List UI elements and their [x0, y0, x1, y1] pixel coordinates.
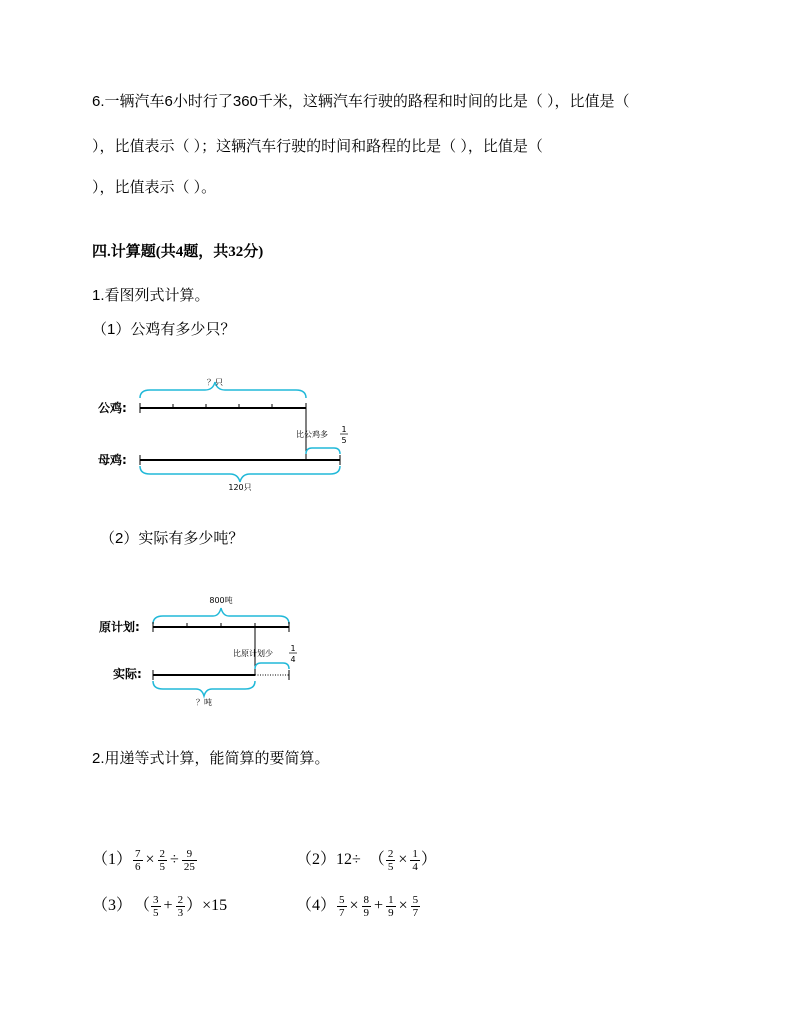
expression-3: （3） （ $\frac{3}{5}$ + $\frac{2}{3}$ ）×15: [92, 893, 228, 919]
top-brace: [153, 608, 289, 624]
top-label: 800吨: [209, 596, 233, 605]
bottom-brace: [153, 681, 255, 696]
less-brace: [255, 663, 289, 669]
q2-title: 2.用递等式计算，能简算的要简算。: [92, 750, 330, 767]
fraction: $\frac{2}{5}$: [159, 847, 166, 873]
top-brace: [140, 382, 306, 398]
expression-4-label: （4）: [296, 897, 337, 914]
fraction: $\frac{1}{4}$: [412, 847, 418, 873]
compare-den: 4: [290, 655, 296, 664]
fraction: $\frac{5}{7}$: [412, 893, 419, 919]
fraction: $\frac{2}{5}$: [387, 847, 394, 873]
fraction: $\frac{2}{3}$: [177, 893, 184, 919]
expression-1-label: （1）: [92, 851, 133, 868]
expression-3-label: （3）: [92, 897, 133, 914]
compare-label: 比公鸡多: [296, 430, 328, 439]
line-diagram-tonnage: [95, 590, 315, 710]
bottom-label: ？吨: [196, 698, 212, 707]
compare-num: 1: [290, 644, 296, 653]
compare-den: 5: [341, 436, 347, 445]
bottom-brace: [140, 466, 340, 482]
line-diagram-chickens: [90, 370, 390, 495]
q1-title: 1.看图列式计算。: [92, 287, 210, 304]
fraction: $\frac{7}{6}$: [135, 847, 141, 873]
section-heading: 四.计算题(共4题，共32分): [92, 244, 264, 260]
fraction: $\frac{9}{25}$: [183, 847, 195, 873]
expression-1: （1） $\frac{7}{6}$ × $\frac{2}{5}$ ÷ $\frac{9}{25}$: [92, 847, 195, 873]
row2-label: 实际:: [113, 667, 142, 681]
extra-brace: [306, 448, 340, 454]
rooster-ticks: [140, 403, 306, 460]
q1-sub1: （1）公鸡有多少只？: [92, 321, 236, 338]
compare-num: 1: [341, 425, 347, 434]
q1-sub2: （2）实际有多少吨？: [100, 530, 244, 547]
compare-label: 比原计划少: [233, 649, 273, 658]
fraction: $\frac{1}{9}$: [388, 893, 394, 919]
q6-line-2: ），比值表示（ ）；这辆汽车行驶的时间和路程的比是（ ），比值是（: [92, 138, 543, 155]
fraction: $\frac{8}{9}$: [363, 893, 370, 919]
row2-label: 母鸡:: [98, 453, 127, 467]
expression-2-label: （2）: [296, 851, 337, 868]
q6-line-1: 6.一辆汽车6小时行了360千米，这辆汽车行驶的路程和时间的比是（ ），比值是（: [92, 93, 630, 110]
q6-line-3: ），比值表示（ ）。: [92, 179, 217, 196]
fraction: $\frac{5}{7}$: [339, 893, 345, 919]
fraction: $\frac{3}{5}$: [153, 893, 159, 919]
expression-4: （4） $\frac{5}{7}$ × $\frac{8}{9}$ + $\frac{1}{9}$ × $\frac{5}{7}$: [296, 893, 419, 919]
row1-label: 原计划:: [99, 620, 140, 634]
top-label: ？只: [207, 378, 223, 387]
row1-label: 公鸡:: [98, 401, 127, 415]
expression-2: （2）12÷ （ $\frac{2}{5}$ × $\frac{1}{4}$ ）: [296, 847, 437, 873]
bottom-label: 120只: [228, 483, 252, 492]
